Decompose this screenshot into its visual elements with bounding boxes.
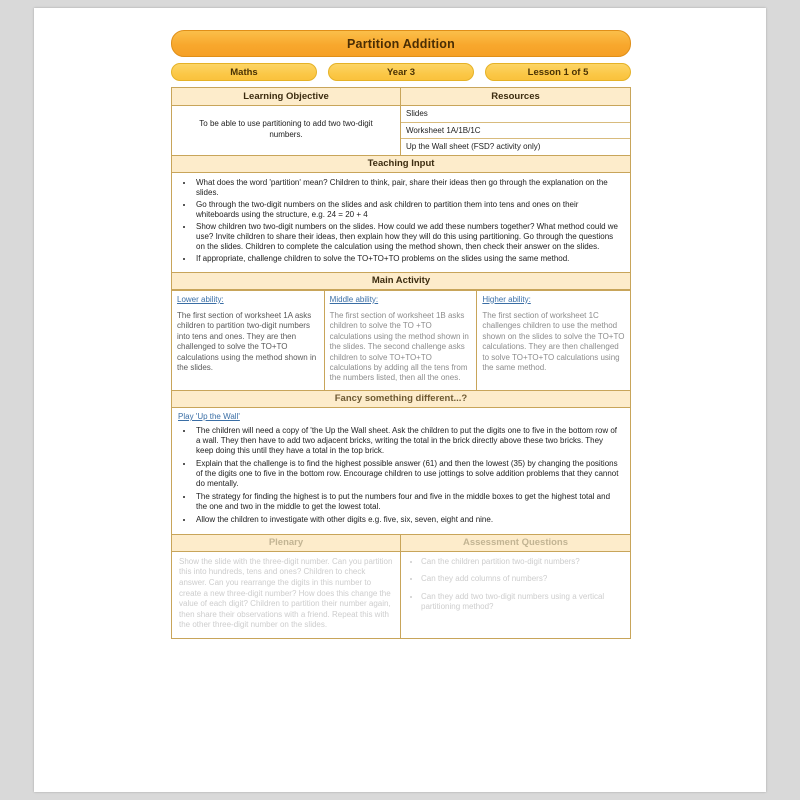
list-item: • Explain that the challenge is to find the highest possible answer (61) and then the lowest (35) by changing the positions of the digits one to five in the bottom row. Encourage children to use jottings to solve addition problems that they cannot do mentally. — [194, 459, 620, 490]
list-item: • Can the children partition two-digit numbers? — [421, 557, 622, 567]
list-item: Up the Wall sheet (FSD? activity only) — [406, 142, 541, 152]
list-item: • Can they add columns of numbers? — [421, 574, 622, 584]
list-item: • The strategy for finding the highest is to put the numbers four and five in the middle boxes to get the highest total and the one and two in the middle to get the lowest total. — [194, 492, 620, 512]
plenary-assessment-row — [172, 534, 630, 638]
list-item: • What does the word 'partition' mean? Children to think, pair, share their ideas then go through the explanation on the slides. — [194, 178, 620, 198]
main-activity-columns — [172, 290, 630, 390]
document-page — [34, 8, 766, 792]
assessment-questions-list — [401, 552, 630, 628]
lesson-plan-table — [171, 87, 631, 639]
list-item: • Go through the two-digit numbers on the slides and ask children to partition them into tens and ones on their whiteboards using the structure, e.g. 24 = 20 + 4 — [194, 200, 620, 220]
list-item: Worksheet 1A/1B/1C — [401, 123, 630, 140]
fancy-activity-list — [172, 421, 630, 534]
teaching-input-list — [172, 173, 630, 272]
teaching-input-header: Teaching Input — [172, 155, 630, 173]
lesson-pill: Lesson 1 of 5 — [485, 63, 631, 81]
subject-pill: Maths — [171, 63, 317, 81]
higher-ability-column — [477, 291, 630, 390]
higher-ability-label: Higher ability: — [482, 294, 531, 304]
list-item: • The children will need a copy of 'the Up the Wall sheet. Ask the children to put the digits one to five in the bottom row of a wall. They then have to add two adjacent bricks, writing the total in the brick directly above these two bricks. They keep doing this until they have a total in the top brick. — [194, 426, 620, 457]
plenary-text: Show the slide with the three-digit number. Can you partition this into hundreds, tens and ones? Children to check answer. Can you rearrange the digits in this number to create a new three-digit number? How does this change the value of each digit? Children to partition their number again, then share their observations with a friend. Repeat this with the other three-digit number on the slides. — [179, 556, 393, 630]
fancy-activity-label: Play 'Up the Wall' — [178, 411, 240, 421]
plenary-header: Plenary — [172, 535, 400, 552]
fancy-something-different-header: Fancy something different...? — [172, 390, 630, 408]
plenary-column — [172, 535, 401, 638]
assessment-questions-header: Assessment Questions — [401, 535, 630, 552]
middle-ability-text: The first section of worksheet 1B asks children to solve the TO +TO calculations using the method shown in the slides. The second challenge asks children to solve TO+TO+TO calculations by adding all the tens from the numbers listed, then all the ones. — [329, 311, 469, 383]
resources-header: Resources — [401, 88, 630, 105]
list-item: Slides — [401, 106, 630, 123]
table-header-row — [172, 88, 630, 105]
meta-pill-row — [171, 63, 631, 81]
list-item: • If appropriate, challenge children to solve the TO+TO+TO problems on the slides using the same method. — [194, 254, 620, 264]
higher-ability-text: The first section of worksheet 1C challenges children to use the method shown on the slides to solve the TO+TO calculations. They are then challenged to solve TO+TO+TO calculations using the same method. — [482, 311, 625, 372]
objective-resources-row — [172, 105, 630, 155]
list-item: • Allow the children to investigate with other digits e.g. five, six, seven, eight and nine. — [194, 515, 620, 525]
learning-objective-text: To be able to use partitioning to add two two-digit numbers. — [199, 119, 373, 139]
list-item: • Show children two two-digit numbers on the slides. How could we add these numbers together? What method could we use? Invite children to share their ideas, then explain how they will do this using partitioning. Go through the questions on the slides. Children to complete the calculation using the method shown, then check their answer on the slides. — [194, 222, 620, 253]
learning-objective-header: Learning Objective — [172, 88, 401, 105]
assessment-column — [401, 535, 630, 638]
page-title: Partition Addition — [171, 30, 631, 57]
middle-ability-label: Middle ability: — [329, 294, 379, 304]
resources-cell — [401, 106, 630, 155]
learning-objective-cell — [172, 106, 401, 155]
resources-list — [401, 106, 630, 155]
lower-ability-column — [172, 291, 325, 390]
lower-ability-text: The first section of worksheet 1A asks children to partition two-digit numbers into tens and ones. They are then challenged to solve the TO+TO calculations using the method shown in the slides. — [177, 311, 317, 372]
year-pill: Year 3 — [328, 63, 474, 81]
lower-ability-label: Lower ability: — [177, 294, 224, 304]
middle-ability-column — [325, 291, 478, 390]
lesson-plan-sheet — [171, 30, 631, 760]
list-item: • Can they add two two-digit numbers using a vertical partitioning method? — [421, 592, 622, 613]
main-activity-header: Main Activity — [172, 272, 630, 290]
